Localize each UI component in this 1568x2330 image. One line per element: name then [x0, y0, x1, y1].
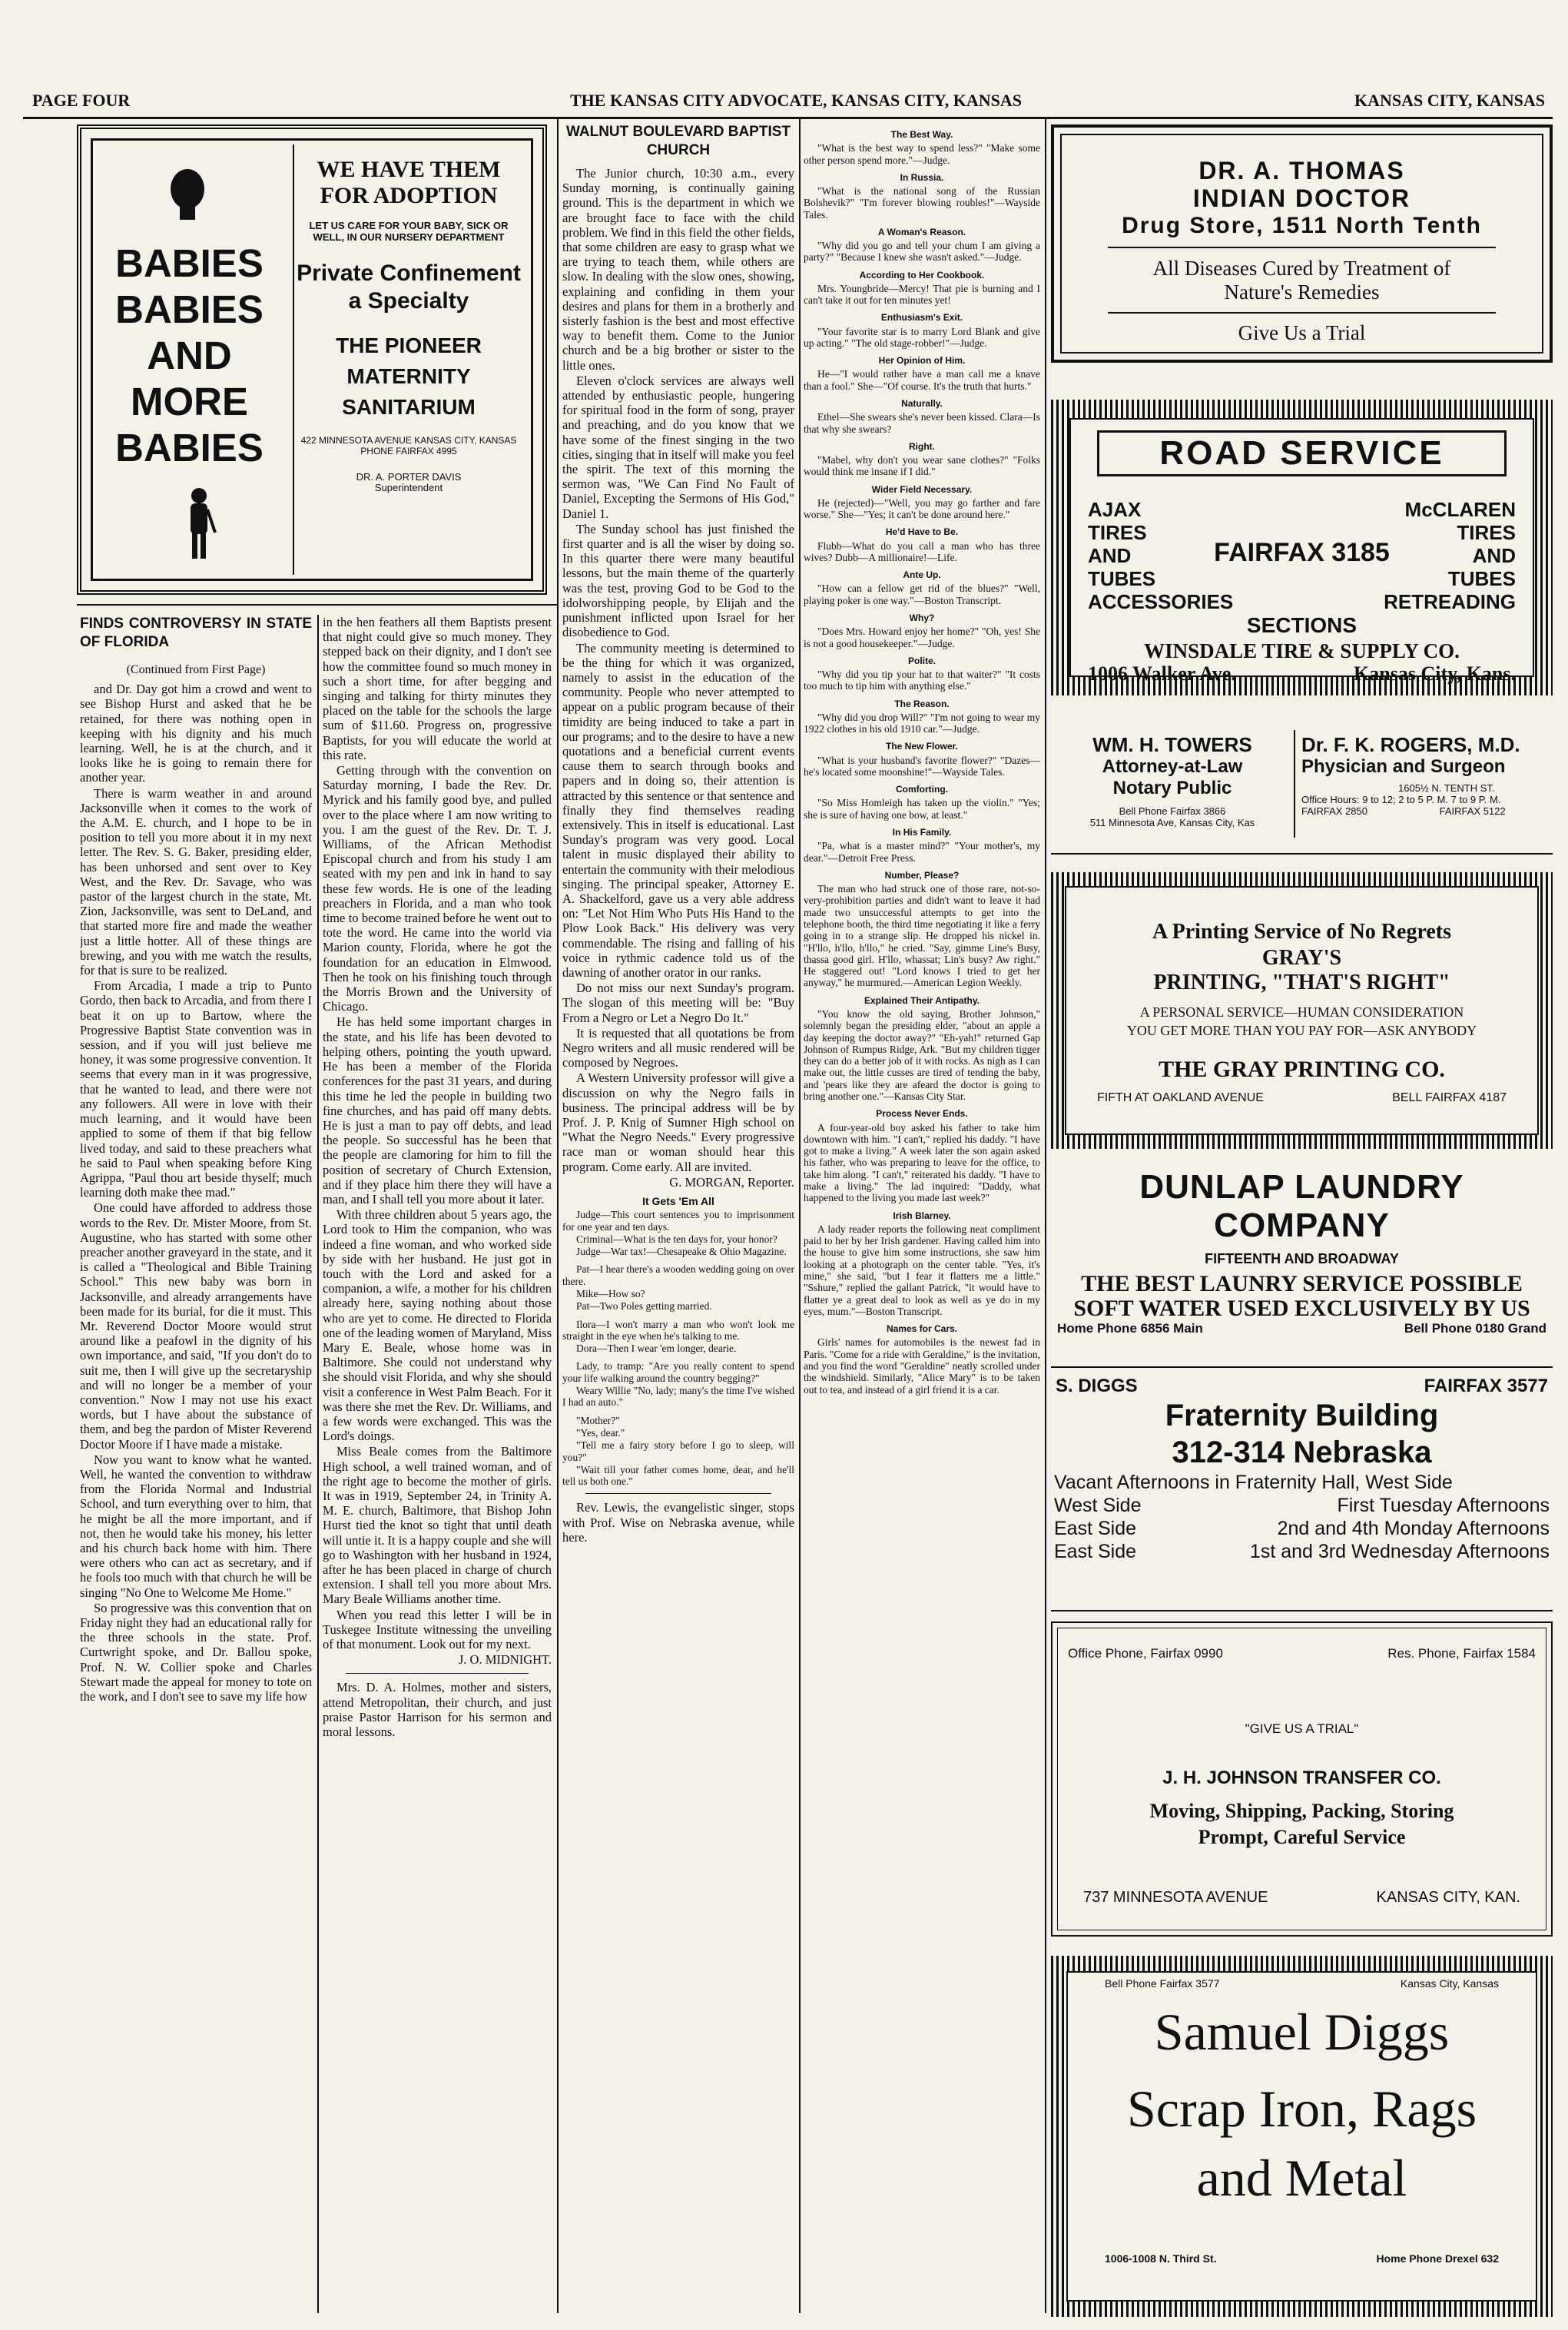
- joke-heading: The Best Way.: [890, 129, 953, 140]
- nursery-line: LET US CARE FOR YOUR BABY, SICK OR WELL, IN OUR NURSERY DEPARTMENT: [309, 220, 509, 243]
- fraternity-ad: [1051, 1376, 1553, 1563]
- joke-text: "Why did you tip your hat to that waiter?" "It costs too much to tip him with anything else.": [804, 669, 1040, 692]
- joke-line: "Yes, dear.": [576, 1426, 625, 1439]
- dunlap-home-phone: Home Phone 6856 Main: [1057, 1321, 1203, 1336]
- gray-line-1: A Printing Service of No Regrets: [1152, 920, 1452, 944]
- joke-line: Criminal—What is the ten days for, your honor?: [576, 1233, 777, 1245]
- towers-title: Attorney-at-Law: [1102, 756, 1243, 777]
- joke-line: "Tell me a fairy story before I go to sleep, will you?": [562, 1439, 794, 1463]
- pioneer-sanitarium-ad: [77, 124, 547, 595]
- joke-line: Mike—How so?: [576, 1288, 645, 1299]
- road-item: TIRES: [1088, 521, 1147, 544]
- fraternity-days: 2nd and 4th Monday Afternoons: [1277, 1518, 1550, 1539]
- road-item: TUBES: [1447, 567, 1516, 590]
- joke-heading: Process Never Ends.: [876, 1108, 968, 1120]
- joke-text: The man who had struck one of those rare, not-so-very-prohibition parties and didn't want to leave it had made two unsuccessful attempts to get into the telephone booth, the third time negotiating it like a ferry going in to a strange slip. He dropped his nickel in. "H'llo, h'llo, h'llo," he cried. "Say, gimme Line's Busy, thassa good girl. H'llo, whassat; Lin's busy? Aw right." He staggered out! "Lord knows I tried to get her anyway," he murmured.—American Legion Weekly.: [804, 883, 1040, 989]
- joke-heading: Naturally.: [901, 398, 943, 410]
- dunlap-line-2: SOFT WATER USED EXCLUSIVELY BY US: [1073, 1296, 1530, 1321]
- running-head: [23, 86, 1553, 117]
- road-item: AJAX: [1088, 498, 1142, 521]
- thomas-title: INDIAN DOCTOR: [1192, 184, 1411, 212]
- divider: [1051, 1366, 1553, 1368]
- rogers-phones: [1301, 805, 1556, 817]
- gets-em-all-head: It Gets 'Em All: [642, 1195, 714, 1208]
- joke-heading: Comforting.: [896, 784, 948, 795]
- road-city: Kansas City, Kans.: [1354, 662, 1516, 685]
- joke-line: Weary Willie "No, lady; many's the time I've wished I had an auto.": [562, 1385, 794, 1409]
- joke-text: Girls' names for automobiles is the newest fad in Paris. "Come for a ride with Geraldine," is the invitation, and you find the word "Geraldine" neatly scrolled under the windshield. Similarly, "Alice Mary" is to be taken out to tea, and instead of a girl friend it is a car.: [804, 1336, 1040, 1396]
- divider: [346, 1673, 529, 1674]
- babies-panel: [95, 144, 283, 575]
- walnut-paragraph: A Western University professor will give a discussion on why the Negro fails in business. The principal address will be by Prof. J. P. Knig of Sumner High school on "What the Negro Needs." Every progressive race man or woman should hear this program. Come early. All are invited.: [562, 1070, 794, 1174]
- towers-card: [1051, 730, 1295, 838]
- gray-line-3: PRINTING, "THAT'S RIGHT": [1153, 971, 1450, 994]
- road-item: AND: [1088, 544, 1132, 567]
- joke-text: "What is your husband's favorite flower?" "Dazes—he's located some moonshine!"—Wayside Tales.: [804, 754, 1040, 778]
- road-item: RETREADING: [1384, 590, 1516, 613]
- joke-line: "Mother?": [576, 1414, 620, 1426]
- road-address: 1006 Walker Ave.: [1088, 662, 1236, 685]
- toddler-icon: [180, 486, 218, 563]
- walnut-headline: WALNUT BOULEVARD BAPTIST CHURCH: [565, 124, 791, 158]
- fraternity-line-1: Vacant Afternoons in Fraternity Hall, West Side: [1054, 1472, 1453, 1493]
- joke-text: Flubb—What do you call a man who has three wives? Dubb—A millionaire!—Life.: [804, 539, 1040, 563]
- florida-paragraph: Getting through with the convention on Saturday morning, I bade the Rev. Dr. Myrick and his family good bye, and pulled over to the place where I am now writing to you. I am the guest of the Rev. Dr. T. J. Williams, of the African Methodist Episcopal church and from his study I am seated with my pen and ink in hand to say these few words. He is one of the leading preachers in Florida, and a man who took time to become trained before he went out to tote the word. He came into the world via Marion county, Florida, where he got the foundation for an education in Elmwood. Then he took on his finishing touch through the Morris Brown and the University of Chicago.: [323, 763, 552, 1014]
- joke-heading: He'd Have to Be.: [885, 526, 959, 538]
- dunlap-name: DUNLAP LAUNDRY COMPANY: [1139, 1168, 1464, 1244]
- fraternity-line-3: [1051, 1517, 1553, 1540]
- joke-line: Lady, to tramp: "Are you really content to spend your life walking around the country begging?": [562, 1360, 794, 1384]
- florida-paragraph: There is warm weather in and around Jacksonville when it comes to the work of the A.M. E. church, and I hope to be in position to tell you more about it in my next letter. The Rev. S. G. Baker, presiding elder, has been unhorsed and sent over to Key West, and the Rev. Dr. Savage, who was pastor of the largest church in the state, Mt. Zion, Jacksonville, was sent to DeLand, and that started more fire and made the weather just a little hotter. All of these things are brewing, and you with me watch the results, for that is sure to be realized.: [80, 785, 312, 978]
- joke-text: A lady reader reports the following neat compliment paid to her by her Irish gardener. Having called him into the house to give him some instructions, she saw him looking at a photograph on the center table. "Yes, it's mine," she said, "but I fear it flatters me a little." "Sshure," replied the gallant Patrick, "it would have to flatter ye a great deal to look as well as ye do in my eyes, mum."—Boston Transcript.: [804, 1223, 1040, 1317]
- joke-text: Ethel—She swears she's never been kissed. Clara—Is that why she swears?: [804, 411, 1040, 435]
- dunlap-address: FIFTEENTH AND BROADWAY: [1205, 1251, 1399, 1266]
- fraternity-line-4: [1051, 1540, 1553, 1563]
- scrap-iron-ad: [1051, 1956, 1553, 2317]
- joke-text: "You know the old saying, Brother Johnson," solemnly began the presiding elder, "about an apple a day keeping the doctor away?" "Eh-yah!" returned Gap Johnson of Rumpus Ridge, Ark. "But my children tigger they can do a better job of it with rocks. As nigh as I can make out, the little cusses are tired of tending the baby, and 'pears like they are afeard the doctor is going to bring another one."—Kansas City Star.: [804, 1007, 1040, 1102]
- sanitarium-panel: [293, 144, 523, 575]
- johnson-office-phone: Office Phone, Fairfax 0990: [1068, 1646, 1223, 1661]
- scrap-city: Kansas City, Kansas: [1400, 1977, 1499, 1990]
- joke-heading: According to Her Cookbook.: [859, 269, 985, 280]
- walnut-paragraph: Eleven o'clock services are always well attended by enthusiastic people, hungering for spiritual food in the form of song, prayer and preaching, and do you know that we have some of the finest singing in the two cities, singing that in itself will make you feel the spirit. The text of this morning the sermon was, "We Can Find No Fault of Daniel, Excepting the Sermons of His God," Daniel 1.: [562, 373, 794, 521]
- scrap-phone: Bell Phone Fairfax 3577: [1105, 1977, 1220, 1990]
- column-rule-2: [557, 119, 559, 2313]
- gray-line-2: GRAY'S: [1261, 946, 1342, 970]
- fraternity-side: East Side: [1054, 1518, 1137, 1539]
- joke-text: "Your favorite star is to marry Lord Blank and give up acting." "The old stage-robber!"—Judge.: [804, 325, 1040, 349]
- ad-bottom-rule: [77, 604, 557, 606]
- sanitarium-name: THE PIONEER MATERNITY SANITARIUM: [336, 334, 482, 419]
- joke-heading: The New Flower.: [885, 741, 959, 752]
- joke-line: "Wait till your father comes home, dear, and he'll tell us both one.": [562, 1463, 794, 1488]
- joke-heading: Right.: [909, 440, 935, 452]
- holmes-note: Mrs. D. A. Holmes, mother and sisters, attend Metropolitan, their church, and just praise Pastor Harrison for his sermon and moral lessons.: [323, 1680, 552, 1740]
- scrap-line-1: Scrap Iron, Rags: [1126, 2079, 1477, 2138]
- gray-phone: BELL FAIRFAX 4187: [1392, 1091, 1507, 1104]
- joke-text: "Why did you drop Will?" "I'm not going to wear my 1922 clothes in his old 1910 car."—Judge.: [804, 711, 1040, 735]
- florida-paragraph: So progressive was this convention that on Friday night they had an educational rally for the three schools in the state. Prof. Curtwright spoke, and Dr. Ballou spoke, Prof. N. W. Collier spoke and Charles Stewart made the appeal for money to tote on the work, and I don't see to save my life how: [80, 1600, 312, 1704]
- joke-text: "Mabel, why don't you wear sane clothes?" "Folks would think me insane if I did.": [804, 454, 1040, 478]
- towers-notary: Notary Public: [1112, 778, 1232, 798]
- gray-company: THE GRAY PRINTING CO.: [1159, 1057, 1445, 1082]
- head-rule: [23, 117, 1553, 119]
- joke-line: Pat—I hear there's a wooden wedding going on over there.: [562, 1263, 794, 1287]
- divider: [1051, 853, 1553, 855]
- fraternity-line-2: [1051, 1494, 1553, 1517]
- joke-heading: Number, Please?: [884, 869, 960, 881]
- adoption-headline: WE HAVE THEM FOR ADOPTION: [317, 157, 501, 208]
- rogers-phone-2: FAIRFAX 5122: [1439, 805, 1506, 817]
- fraternity-name: Fraternity Building: [1165, 1399, 1439, 1432]
- thomas-name: DR. A. THOMAS: [1198, 157, 1405, 184]
- gray-line-4: A PERSONAL SERVICE—HUMAN CONSIDERATION: [1139, 1004, 1464, 1020]
- thomas-store: Drug Store, 1511 North Tenth: [1122, 213, 1482, 238]
- joke-text: A four-year-old boy asked his father to take him downtown with him. "I can't," replied his daddy. "I have got to make a living." A week later the son again asked his father, who was preparing to leave for the office, to take him along. "I can't," reiterated his daddy. "I have to make a living." The lad inquired: "Daddy, what happened to the living you made last week?": [804, 1121, 1040, 1204]
- walnut-paragraph: The Sunday school has just finished the first quarter and is all the wiser by doing so. In this quarter there were many beautiful lessons, but the main theme of the quarterly was the test, proving God to be God to the idolworshipping people, by Elijah and the punishment inflicted upon Israel for her disobedience to God.: [562, 521, 794, 640]
- fraternity-side: West Side: [1054, 1495, 1142, 1516]
- florida-paragraph: Miss Beale comes from the Baltimore High school, a well trained woman, and of the right age to become the mother of girls. It was in 1919, September 24, in Trinity A. M. E. church, Baltimore, that Bishop John Hurst tied the knot so tight that until death will untie it. It is a happy couple and she will go to Washington with her husband in 1924, after he has been placed in charge of church extension. I shall tell you more about Mrs. Mary Beale Williams another time.: [323, 1444, 552, 1607]
- scrap-home-phone: Home Phone Drexel 632: [1376, 2252, 1499, 2265]
- superintendent-name: DR. A. PORTER DAVIS: [356, 471, 462, 483]
- towers-address: 511 Minnesota Ave, Kansas City, Kas: [1089, 817, 1255, 828]
- scrap-owner: Samuel Diggs: [1154, 2003, 1450, 2061]
- joke-text: Mrs. Youngbride—Mercy! That pie is burning and I can't take it out for ten minutes yet!: [804, 282, 1040, 307]
- florida-paragraph: Now you want to know what he wanted. Well, he wanted the convention to withdraw from the Florida Normal and Industrial School, and turn everything over to him, that he might be all the more important, and if not, then he would take his money, his letter and his church back home with him. There were others who can act as secretary, and if he fools too much with that church he will be singing "No One to Welcome Me Home.": [80, 1452, 312, 1600]
- lewis-note: Rev. Lewis, the evangelistic singer, stops with Prof. Wise on Nebraska avenue, while here.: [562, 1500, 794, 1545]
- joke-text: "So Miss Homleigh has taken up the violin." "Yes; she is sure of having one bow, at least.": [804, 797, 1040, 821]
- thomas-trial: Give Us a Trial: [1238, 321, 1366, 344]
- scrap-address: 1006-1008 N. Third St.: [1105, 2252, 1217, 2265]
- baby-head-icon: [164, 168, 211, 221]
- fraternity-days: 1st and 3rd Wednesday Afternoons: [1249, 1541, 1550, 1562]
- towers-name: WM. H. TOWERS: [1092, 733, 1252, 756]
- walnut-paragraph: Do not miss our next Sunday's program. The slogan of this meeting will be: "Buy From a Negro or Let a Negro Do It.": [562, 981, 794, 1025]
- johnson-trial: "GIVE US A TRIAL": [1245, 1721, 1359, 1736]
- joke-text: "What is the national song of the Russian Bolshevik?" "I'm forever blowing roubles!"—Wayside Tales.: [804, 185, 1040, 221]
- fraternity-phone: FAIRFAX 3577: [1424, 1376, 1548, 1396]
- dunlap-bell-phone: Bell Phone 0180 Grand: [1404, 1321, 1546, 1336]
- page-number: PAGE FOUR: [32, 91, 131, 110]
- joke-heading: Polite.: [907, 655, 936, 666]
- joke-heading: In His Family.: [892, 827, 952, 838]
- joke-text: "Pa, what is a master mind?" "Your mother's, my dear."—Detroit Free Press.: [804, 840, 1040, 864]
- joke-text: "Why did you go and tell your chum I am giving a party?" "Because I knew she wasn't asked."—Judge.: [804, 240, 1040, 264]
- column-rule-4: [1045, 119, 1046, 2313]
- florida-paragraph: When you read this letter I will be in Tuskegee Institute witnessing the unveiling of that monument. Look out for my next.: [323, 1607, 552, 1652]
- rogers-address: 1605½ N. TENTH ST.: [1398, 782, 1495, 794]
- joke-heading: A Woman's Reason.: [877, 226, 966, 237]
- gray-printing-ad: [1051, 872, 1553, 1149]
- florida-signature: J. O. MIDNIGHT.: [458, 1652, 552, 1668]
- joke-text: "What is the best way to spend less?" "Make some other person spend more."—Judge.: [804, 142, 1040, 166]
- scrap-line-2: and Metal: [1196, 2149, 1407, 2207]
- joke-heading: Wider Field Necessary.: [871, 483, 973, 495]
- continued-note: (Continued from First Page): [126, 663, 266, 676]
- fraternity-top: [1051, 1376, 1553, 1397]
- jokes-column: [804, 123, 1040, 2313]
- johnson-transfer-ad: [1051, 1621, 1553, 1937]
- divider: [1108, 247, 1496, 248]
- road-title: ROAD SERVICE: [1097, 430, 1507, 476]
- road-item: TIRES: [1457, 521, 1516, 544]
- fraternity-address: 312-314 Nebraska: [1172, 1436, 1432, 1469]
- fraternity-side: East Side: [1054, 1541, 1137, 1562]
- road-company: WINSDALE TIRE & SUPPLY CO.: [1144, 639, 1460, 662]
- joke-heading: In Russia.: [900, 171, 944, 183]
- johnson-line-1: Moving, Shipping, Packing, Storing: [1149, 1800, 1454, 1822]
- joke-line: Ilora—I won't marry a man who won't look me straight in the eye when he's talking to me.: [562, 1318, 794, 1342]
- road-item: AND: [1472, 544, 1516, 567]
- divider: [585, 1493, 771, 1494]
- walnut-column: [562, 123, 794, 2313]
- road-service-ad: [1051, 400, 1553, 695]
- gray-line-5: YOU GET MORE THAN YOU PAY FOR—ASK ANYBODY: [1126, 1023, 1477, 1038]
- florida-paragraph: in the hen feathers all them Baptists present that night could give so much money. They stepped back on their dignity, and I don't see how the committee found so much money in such a short time, for after begging and singing and talking for thirty minutes they placed on the table for the schools the large sum of $11.60. Progress on, progressive Baptists, for you will educate the world at this rate.: [323, 615, 552, 762]
- joke-heading: Explained Their Antipathy.: [864, 994, 980, 1006]
- column-rule-3: [799, 119, 801, 2313]
- sanitarium-address: 422 MINNESOTA AVENUE KANSAS CITY, KANSAS PHONE FAIRFAX 4995: [300, 435, 517, 456]
- florida-paragraph: With three children about 5 years ago, the Lord took to Him the companion, who was indeed a fine woman, and who worked side by side with her husband. He just got in touch with the Lord and asked for a companion, a wife, a mother for his children already here, saying nothing about those who are yet to come. He directed to Florida one of the leading women of Maryland, Miss Mary E. Beale, whose home was in Baltimore. She could not understand why she should visit Florida, and why she should visit a conference in West Palm Beach. For it was there she met the Rev. Dr. Williams, and a few words were exchanged. This was the Lord's doings.: [323, 1207, 552, 1444]
- joke-text: He (rejected)—"Well, you may go farther and fare worse." She—"Yes; it can't be done around here.": [804, 496, 1040, 521]
- divider: [1108, 312, 1496, 314]
- towers-phone: Bell Phone Fairfax 3866: [1119, 805, 1226, 817]
- johnson-res-phone: Res. Phone, Fairfax 1584: [1387, 1646, 1536, 1661]
- joke-text: "Does Mrs. Howard enjoy her home?" "Oh, yes! She is not a good housekeeper."—Judge.: [804, 626, 1040, 649]
- thomas-ad: [1051, 124, 1553, 363]
- masthead-line: THE KANSAS CITY ADVOCATE, KANSAS CITY, KANSAS: [570, 91, 1022, 110]
- joke-heading: Why?: [909, 612, 935, 624]
- florida-paragraph: and Dr. Day got him a crowd and went to see Bishop Hurst and asked that he be retained, for there was nothing open in keeping with his dignity and his much learning. Well, he is at the church, and it looks like he is going to remain there for another year.: [80, 682, 312, 785]
- florida-paragraph: He has held some important charges in the state, and his life has been devoted to helping others, pointing the youth upward. He has been a member of the Florida conferences for the past 31 years, and during this time he led the people in building two fine churches, and has paid off many debts. He is just a man to pay off debts, and lead the people. So successful has he been that the people are clamoring for him to fill the position of secretary of Church Extension, and if they place him there they will have a man, and I shall tell you more about it later.: [323, 1014, 552, 1206]
- city-line: KANSAS CITY, KANSAS: [1354, 91, 1545, 110]
- joke-heading: The Reason.: [894, 698, 950, 709]
- florida-headline: FINDS CONTROVERSY IN STATE OF FLORIDA: [80, 616, 312, 650]
- johnson-name: J. H. JOHNSON TRANSFER CO.: [1162, 1767, 1441, 1788]
- joke-line: Judge—War tax!—Chesapeake & Ohio Magazine.: [576, 1246, 787, 1258]
- rogers-card: [1298, 730, 1556, 838]
- johnson-city: KANSAS CITY, KAN.: [1376, 1889, 1520, 1906]
- florida-paragraph: One could have afforded to address those words to the Rev. Dr. Mister Moore, from St. Augustine, who has started with some other preacher another graveyard in the state, and it is called a "Theological and Bible Training School." This new baby was born in Jacksonville, and already arrangements have been made for its burial, for die it must. This Mr. Reverend Doctor Moore would strut around like a peafowl in the dignity of his own importance, and said, "If you don't do to suit me, then I will give up the secretaryship and will no longer be a member of your convention." Now I may not use his exact words, but I have about the substance of them, and beg the pardon of Mister Reverend Doctor Moore if I have made a mistake.: [80, 1200, 312, 1452]
- fraternity-owner: S. DIGGS: [1056, 1376, 1138, 1396]
- joke-line: Dora—Then I wear 'em longer, dearie.: [576, 1343, 737, 1355]
- joke-text: "How can a fellow get rid of the blues?" "Well, playing poker is one way."—Boston Transcript.: [804, 582, 1040, 606]
- johnson-address: 737 MINNESOTA AVENUE: [1083, 1889, 1268, 1906]
- joke-heading: Irish Blarney.: [893, 1210, 951, 1221]
- joke-heading: Ante Up.: [903, 569, 941, 581]
- joke-heading: Enthusiasm's Exit.: [880, 312, 963, 324]
- road-item: TUBES: [1088, 567, 1156, 590]
- road-item: ACCESSORIES: [1088, 590, 1234, 613]
- confinement-line: Private Confinement a Specialty: [297, 261, 521, 314]
- florida-column-2: [323, 615, 552, 2309]
- joke-heading: Names for Cars.: [886, 1323, 958, 1335]
- fraternity-days: First Tuesday Afternoons: [1337, 1495, 1550, 1516]
- walnut-signature: G. MORGAN, Reporter.: [669, 1174, 794, 1190]
- johnson-line-2: Prompt, Careful Service: [1198, 1826, 1406, 1848]
- rogers-title: Physician and Surgeon: [1301, 756, 1506, 777]
- dunlap-line-1: THE BEST LAUNRY SERVICE POSSIBLE: [1081, 1271, 1523, 1296]
- road-sections: SECTIONS: [1246, 613, 1357, 637]
- thomas-remedies: All Diseases Cured by Treatment of Nature's Remedies: [1152, 257, 1451, 304]
- joke-text: He—"I would rather have a man call me a knave than a fool." She—"Of course. It's the truth that hurts.": [804, 368, 1040, 392]
- gets-em-all-list: [562, 1209, 794, 1487]
- dunlap-ad: [1051, 1168, 1553, 1336]
- walnut-paragraph: It is requested that all quotations be from Negro writers and all music rendered will be composed by Negroes.: [562, 1025, 794, 1070]
- rogers-hours: Office Hours: 9 to 12; 2 to 5 P. M. 7 to 9 P. M.: [1301, 794, 1501, 805]
- road-item: McCLAREN: [1404, 498, 1516, 521]
- joke-line: Pat—Two Poles getting married.: [576, 1300, 712, 1313]
- road-phone: FAIRFAX 3185: [1214, 538, 1390, 567]
- superintendent-title: Superintendent: [374, 482, 443, 493]
- divider: [1051, 1610, 1553, 1611]
- joke-heading: Her Opinion of Him.: [878, 355, 966, 367]
- walnut-paragraph: The Junior church, 10:30 a.m., every Sunday morning, is continually gaining ground. This is the department in which we are brought face to face with the child problem. We find in this field the other fields, that some children are easy to grasp what we are trying to teach them, while others are slow. In dealing with the slow ones, showing, explaining and confiding in them your desires and plans for them in a brotherly and sisterly fashion is the best and most effective way to benefit them. Come to the Junior church and be a big brother or sister to the little ones.: [562, 166, 794, 373]
- gray-address: FIFTH AT OAKLAND AVENUE: [1097, 1091, 1264, 1104]
- rogers-phone-1: FAIRFAX 2850: [1301, 805, 1367, 817]
- dunlap-phones: [1051, 1321, 1553, 1336]
- florida-paragraph: From Arcadia, I made a trip to Punto Gordo, then back to Arcadia, and from there I beat it on up to Bartow, where the Progressive Baptist State convention was in session, and if you will just believe me honey, it was some progressive convention. It seems that every man in it was progressive, that he wanted to lead, and there were not any followers. All were in love with their much learning, and it would have been applied to some of them if that big fellow lived today, and said to these preachers what he said to Paul when speaking before King Agrippa, "Paul thou art beside thyself; much learning doth make thee mad.": [80, 978, 312, 1200]
- column-rule-1: [317, 615, 319, 2313]
- walnut-paragraph: The community meeting is determined to be the thing for which it was organized, namely to assist in the education of the community. People who never attempted to appear on a public program because of their timidity are being induced to take a part in our programs; and to the desire to have a new quotations and a beneficial current events cause them to search through books and papers and in doing so, their attention is attracted by this sentence or that sentence and finally they find themselves reading extensively. This in itself is educational. Last Sunday's program was very good. Local talent in music displayed their ability to entertain the community with their melodious singing. The principal speaker, Attorney E. A. Shackelford, gave us a very able address on: "Let Not Him Who Puts His Hand to the Plow Look Back." His delivery was very commendable. The rising and falling of his voice in rythmic cadence told us of the dawning of another orator in our ranks.: [562, 640, 794, 980]
- joke-line: Judge—This court sentences you to imprisonment for one year and ten days.: [562, 1209, 794, 1233]
- florida-column-1: [80, 615, 312, 2309]
- babies-headline: BABIES BABIES AND MORE BABIES: [115, 241, 264, 470]
- rogers-name: Dr. F. K. ROGERS, M.D.: [1301, 733, 1520, 756]
